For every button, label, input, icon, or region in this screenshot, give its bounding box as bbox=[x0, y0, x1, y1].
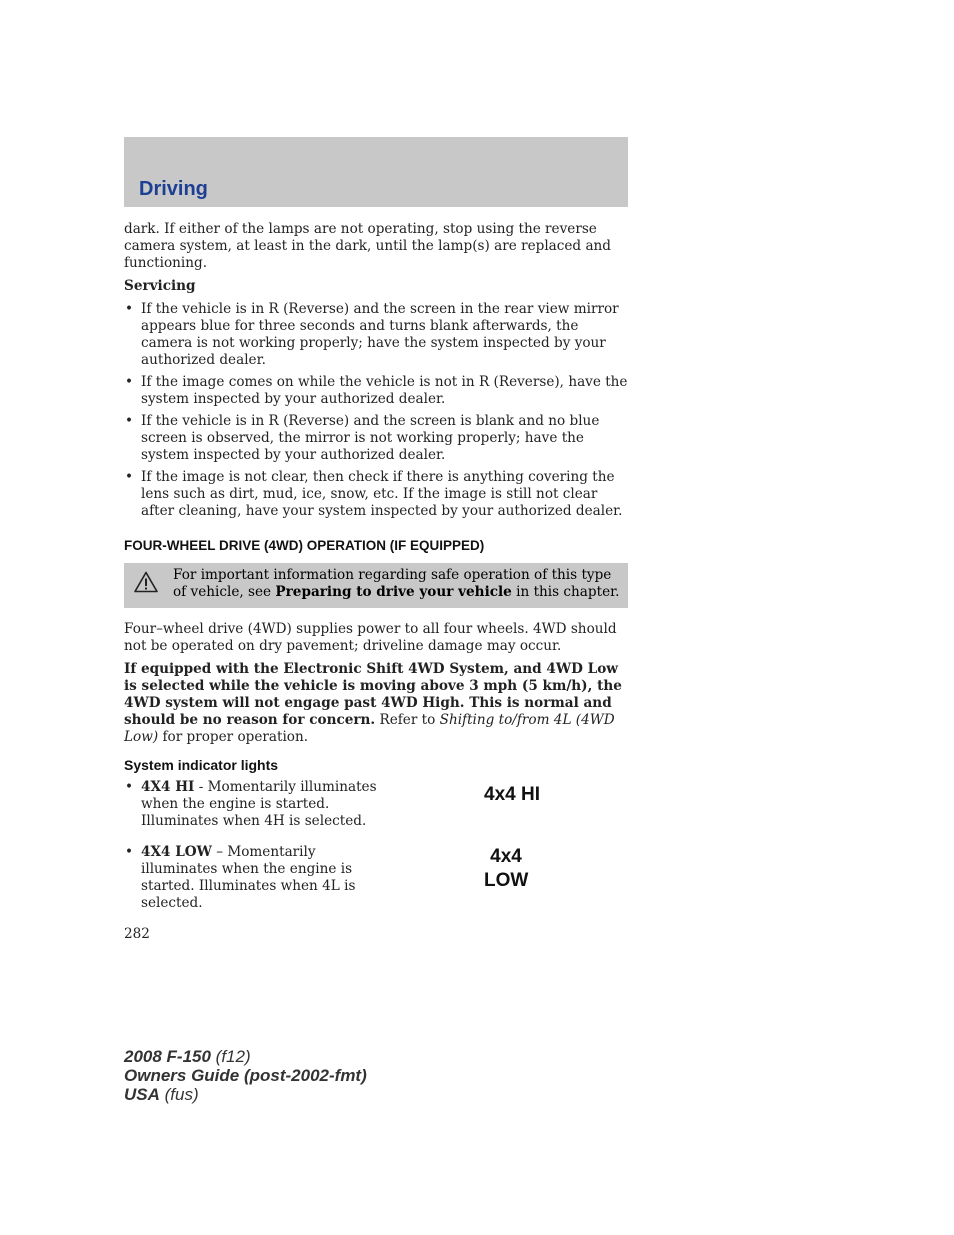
section-4wd-heading: FOUR-WHEEL DRIVE (4WD) OPERATION (IF EQUIPPED) bbox=[124, 538, 485, 553]
indicator-description: – Momentarily illuminates when the engine is started. Illuminates when 4L is selected. bbox=[141, 844, 356, 911]
list-item bbox=[124, 844, 379, 912]
list-item-text: If the image comes on while the vehicle is not in R (Reverse), have the system inspected by your authorized dealer. bbox=[141, 374, 628, 407]
footer-line-2 bbox=[124, 1066, 367, 1085]
bullet-icon: • bbox=[125, 413, 134, 429]
intro-paragraph: dark. If either of the lamps are not operating, stop using the reverse camera system, at least in the dark, until the lamp(s) are replaced and functioning. bbox=[124, 221, 612, 271]
4x4-hi-indicator-icon: 4x4 HI bbox=[484, 784, 540, 805]
bullet-icon: • bbox=[125, 374, 134, 390]
warning-triangle-icon bbox=[134, 571, 158, 593]
4wd-paragraph: Four–wheel drive (4WD) supplies power to all four wheels. 4WD should not be operated on dry pavement; driveline damage may occur. bbox=[124, 621, 617, 654]
list-item bbox=[124, 301, 628, 369]
4x4-low-indicator-line1: 4x4 bbox=[490, 846, 522, 867]
main-content-upper bbox=[124, 221, 628, 525]
warning-text-part: in this chapter. bbox=[511, 584, 620, 600]
servicing-heading: Servicing bbox=[124, 278, 196, 294]
footer-code: (f12) bbox=[210, 1047, 251, 1066]
list-item bbox=[124, 469, 628, 520]
section-header-band bbox=[124, 137, 628, 207]
page-number: 282 bbox=[124, 926, 150, 942]
indicators-heading: System indicator lights bbox=[124, 757, 279, 773]
footer-model: 2008 F-150 bbox=[124, 1047, 211, 1066]
bullet-icon: • bbox=[125, 779, 134, 795]
warning-text-bold: Preparing to drive your vehicle bbox=[275, 584, 512, 600]
footer-guide: Owners Guide (post-2002-fmt) bbox=[124, 1066, 367, 1085]
warning-text bbox=[173, 567, 623, 601]
footer-region-code: (fus) bbox=[159, 1085, 199, 1104]
list-item bbox=[124, 374, 628, 408]
bullet-icon: • bbox=[125, 469, 134, 485]
4wd-note-end: for proper operation. bbox=[158, 729, 309, 745]
indicators-section bbox=[124, 757, 628, 773]
indicator-description: - Momentarily illuminates when the engine is started. Illuminates when 4H is selected. bbox=[141, 779, 377, 829]
section-title: Driving bbox=[139, 178, 208, 200]
document-footer bbox=[124, 1047, 367, 1104]
list-item-text: If the vehicle is in R (Reverse) and the screen is blank and no blue screen is observed, the mirror is not working properly; have the system inspected by your authorized dealer. bbox=[141, 413, 600, 463]
bullet-icon: • bbox=[125, 844, 134, 860]
bullet-icon: • bbox=[125, 301, 134, 317]
4wd-note bbox=[124, 661, 628, 746]
list-item-text: If the vehicle is in R (Reverse) and the screen in the rear view mirror appears blue for three seconds and turns blank afterwards, the camera is not working properly; have the system inspected by your authorized dealer. bbox=[141, 301, 619, 368]
4x4-low-indicator-line2: LOW bbox=[484, 870, 529, 891]
servicing-list bbox=[124, 301, 628, 520]
4wd-note-refer: Refer to bbox=[375, 712, 440, 728]
list-item-text: If the image is not clear, then check if there is anything covering the lens such as dirt, mud, ice, snow, etc. If the image is still not clear after cleaning, have your system inspected by your authorized dealer. bbox=[141, 469, 623, 519]
footer-region: USA bbox=[124, 1085, 160, 1104]
indicator-name: 4X4 HI bbox=[141, 779, 195, 795]
warning-box bbox=[124, 563, 628, 608]
4wd-note-bold: If equipped with the Electronic Shift 4WD System, and 4WD Low is selected while the vehicle is moving above 3 mph (5 km/h), the 4WD system will not engage past 4WD High. This is normal and should be no reason for concern. bbox=[124, 661, 622, 728]
list-item bbox=[124, 413, 628, 464]
indicator-list bbox=[124, 779, 379, 917]
main-content-4wd bbox=[124, 621, 628, 752]
footer-line-3 bbox=[124, 1085, 367, 1104]
footer-line-1 bbox=[124, 1047, 367, 1066]
4x4-low-indicator-icon bbox=[484, 845, 528, 893]
indicator-name: 4X4 LOW bbox=[141, 844, 212, 860]
warning-text-part: For important information regarding safe operation of this type of vehicle, see bbox=[173, 567, 612, 600]
list-item bbox=[124, 779, 379, 830]
section-4wd bbox=[124, 538, 628, 553]
4wd-note-link-text: Shifting to/from 4L (4WD Low) bbox=[124, 712, 615, 745]
